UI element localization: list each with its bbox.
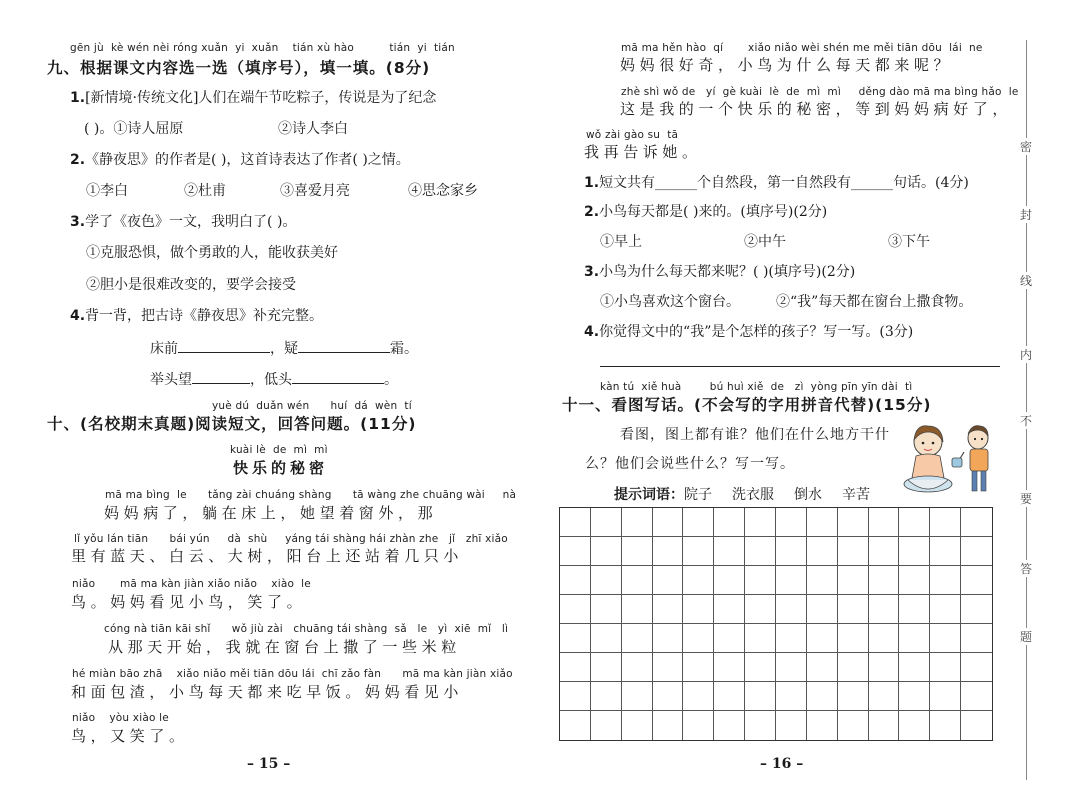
hint-word-3: 倒水 (794, 487, 822, 503)
grid-cell[interactable] (591, 711, 622, 740)
grid-cell[interactable] (622, 682, 653, 711)
poem-line-1-mid: ，疑 (270, 341, 298, 357)
story-cont-line-3-pinyin: wǒ zài gào su tā (586, 129, 679, 141)
grid-cell[interactable] (560, 711, 591, 740)
q9-1-text: [新情境·传统文化]人们在端午节吃粽子，传说是为了纪念 (85, 90, 437, 106)
poem-blank-1[interactable] (178, 339, 270, 353)
grid-cell[interactable] (776, 595, 807, 624)
grid-cell[interactable] (961, 537, 992, 566)
grid-cell[interactable] (869, 682, 900, 711)
q9-3 (70, 211, 296, 231)
grid-cell[interactable] (622, 508, 653, 537)
story-line-1-pinyin: mā ma bìng le tǎng zài chuáng shàng tā wàng zhe chuāng wài nà (105, 489, 517, 501)
binding-char-3: 线 (1014, 272, 1038, 289)
story-cont-line-3: 我再告诉她。 (584, 143, 702, 161)
grid-cell[interactable] (869, 711, 900, 740)
q9-1-option-1: ( )。①诗人屈原 (84, 121, 184, 137)
story-line-5-pinyin: hé miàn bāo zhā xiǎo niǎo měi tiān dōu lái chī zǎo fàn mā ma kàn jiàn xiǎo (72, 668, 513, 680)
grid-cell[interactable] (930, 653, 961, 682)
writing-grid[interactable] (559, 507, 993, 741)
grid-cell[interactable] (838, 653, 869, 682)
section9-pinyin: gēn jù kè wén nèi róng xuǎn yi xuǎn tián xù hào tián yi tián (70, 42, 455, 54)
q10-2-number: 2. (584, 204, 600, 220)
grid-cell[interactable] (591, 682, 622, 711)
hint-word-1: 院子 (684, 487, 712, 503)
grid-cell[interactable] (776, 624, 807, 653)
grid-cell[interactable] (899, 508, 930, 537)
grid-cell[interactable] (714, 624, 745, 653)
grid-cell[interactable] (622, 624, 653, 653)
grid-cell[interactable] (869, 537, 900, 566)
q9-1-number: 1. (70, 90, 86, 106)
q10-4-number: 4. (584, 324, 600, 340)
poem-line-2-mid: ，低头 (250, 372, 292, 388)
grid-cell[interactable] (807, 537, 838, 566)
q9-4 (70, 305, 323, 325)
grid-cell[interactable] (961, 624, 992, 653)
grid-cell[interactable] (714, 537, 745, 566)
q9-1-option-2: ②诗人李白 (278, 121, 348, 137)
poem-line-1-start: 床前 (150, 341, 178, 357)
poem-line-1 (150, 338, 418, 358)
poem-blank-2[interactable] (298, 339, 390, 353)
q9-4-number: 4. (70, 308, 86, 324)
grid-cell[interactable] (745, 508, 776, 537)
grid-cell[interactable] (745, 595, 776, 624)
story-line-2-pinyin: lǐ yǒu lán tiān bái yún dà shù yáng tái shàng hái zhàn zhe jǐ zhī xiǎo (74, 533, 508, 545)
grid-cell[interactable] (961, 682, 992, 711)
grid-cell[interactable] (653, 508, 684, 537)
grid-cell[interactable] (776, 653, 807, 682)
poem-line-1-end: 霜。 (390, 341, 418, 357)
grid-cell[interactable] (745, 624, 776, 653)
grid-cell[interactable] (776, 711, 807, 740)
poem-blank-3[interactable] (192, 370, 250, 384)
grid-cell[interactable] (653, 566, 684, 595)
grid-cell[interactable] (930, 624, 961, 653)
grid-cell[interactable] (838, 537, 869, 566)
grid-cell[interactable] (653, 653, 684, 682)
q10-4-answer-line[interactable] (600, 366, 1000, 367)
grid-cell[interactable] (807, 595, 838, 624)
grid-cell[interactable] (591, 508, 622, 537)
grid-cell[interactable] (560, 624, 591, 653)
q10-1 (584, 172, 969, 192)
q9-2-option-4: ④思念家乡 (408, 183, 478, 199)
grid-cell[interactable] (591, 566, 622, 595)
section11-prompt-line-1: 看图，图上都有谁？他们在什么地方干什 (620, 427, 890, 443)
grid-cell[interactable] (714, 595, 745, 624)
grid-cell[interactable] (930, 595, 961, 624)
grid-cell[interactable] (591, 653, 622, 682)
grid-cell[interactable] (683, 566, 714, 595)
grid-cell[interactable] (745, 653, 776, 682)
binding-char-1: 密 (1014, 138, 1038, 155)
poem-line-2 (150, 369, 398, 389)
q10-4 (584, 321, 913, 341)
grid-cell[interactable] (838, 624, 869, 653)
grid-cell[interactable] (591, 537, 622, 566)
grid-cell[interactable] (961, 595, 992, 624)
grid-cell[interactable] (653, 595, 684, 624)
grid-cell[interactable] (745, 682, 776, 711)
grid-cell[interactable] (776, 537, 807, 566)
grid-cell[interactable] (869, 595, 900, 624)
story-line-6: 鸟，又笑了。 (71, 727, 189, 745)
binding-char-6: 要 (1014, 490, 1038, 507)
section11-pinyin: kàn tú xiě huà bú huì xiě de zì yòng pīn yīn dài tì (600, 381, 913, 393)
binding-char-4: 内 (1014, 346, 1038, 363)
grid-cell[interactable] (560, 595, 591, 624)
grid-cell[interactable] (714, 566, 745, 595)
story-line-3: 鸟。妈妈看见小鸟，笑了。 (71, 593, 307, 611)
binding-char-8: 题 (1014, 628, 1038, 645)
grid-cell[interactable] (622, 537, 653, 566)
grid-cell[interactable] (560, 537, 591, 566)
story-cont-line-2: 这是我的一个快乐的秘密，等到妈妈病好了， (620, 100, 1013, 118)
grid-cell[interactable] (899, 653, 930, 682)
q10-1-text: 短文共有______个自然段，第一自然段有______句话。(4分) (599, 175, 969, 191)
grid-cell[interactable] (930, 711, 961, 740)
poem-blank-4[interactable] (292, 370, 384, 384)
grid-cell[interactable] (961, 566, 992, 595)
story-cont-line-1-pinyin: mā ma hěn hào qí xiǎo niǎo wèi shén me měi tiān dōu lái ne (621, 42, 983, 54)
story-title-pinyin: kuài lè de mì mì (230, 444, 328, 456)
grid-cell[interactable] (838, 595, 869, 624)
binding-char-2: 封 (1014, 206, 1038, 223)
grid-cell[interactable] (899, 537, 930, 566)
q9-3-option-1: ①克服恐惧，做个勇敢的人，能收获美好 (86, 245, 338, 261)
grid-cell[interactable] (899, 624, 930, 653)
grid-cell[interactable] (961, 508, 992, 537)
story-line-4: 从那天开始，我就在窗台上撒了一些米粒 (108, 638, 461, 656)
grid-cell[interactable] (653, 624, 684, 653)
q10-2-option-2: ②中午 (744, 234, 786, 250)
story-cont-line-2-pinyin: zhè shì wǒ de yí gè kuài lè de mì mì děng dào mā ma bìng hǎo le (621, 86, 1019, 98)
grid-cell[interactable] (807, 624, 838, 653)
q9-2-option-1: ①李白 (86, 183, 128, 199)
grid-cell[interactable] (776, 682, 807, 711)
grid-cell[interactable] (683, 711, 714, 740)
grid-cell[interactable] (869, 508, 900, 537)
story-line-5: 和面包渣，小鸟每天都来吃早饭。妈妈看见小 (71, 683, 464, 701)
section9-title: 九、根据课文内容选一选（填序号），填一填。(8分) (47, 59, 431, 77)
q10-1-number: 1. (584, 175, 600, 191)
grid-cell[interactable] (622, 653, 653, 682)
grid-cell[interactable] (560, 566, 591, 595)
q9-2 (70, 149, 410, 169)
story-title: 快乐的秘密 (233, 459, 329, 477)
q9-2-number: 2. (70, 152, 86, 168)
grid-cell[interactable] (683, 653, 714, 682)
q10-3-text: 小鸟为什么每天都来呢？( )(填序号)(2分) (599, 264, 856, 280)
grid-cell[interactable] (930, 537, 961, 566)
grid-cell[interactable] (838, 566, 869, 595)
q10-4-text: 你觉得文中的“我”是个怎样的孩子？写一写。(3分) (599, 324, 914, 340)
grid-cell[interactable] (714, 653, 745, 682)
grid-cell[interactable] (807, 682, 838, 711)
grid-cell[interactable] (622, 595, 653, 624)
q9-2-option-3: ③喜爱月亮 (280, 183, 350, 199)
q9-3-number: 3. (70, 214, 86, 230)
section10-title: 十、(名校期末真题)阅读短文，回答问题。(11分) (47, 415, 417, 433)
grid-cell[interactable] (930, 508, 961, 537)
grid-cell[interactable] (683, 595, 714, 624)
hint-word-4: 辛苦 (842, 487, 870, 503)
q10-2 (584, 201, 827, 221)
binding-char-7: 答 (1014, 560, 1038, 577)
grid-cell[interactable] (838, 711, 869, 740)
children-illustration (898, 418, 1002, 500)
grid-cell[interactable] (776, 508, 807, 537)
hint-label: 提示词语： (614, 487, 684, 503)
grid-cell[interactable] (591, 624, 622, 653)
q9-3-text: 学了《夜色》一文，我明白了( )。 (85, 214, 297, 230)
grid-cell[interactable] (714, 711, 745, 740)
hint-word-2: 洗衣服 (732, 487, 774, 503)
grid-cell[interactable] (683, 682, 714, 711)
grid-cell[interactable] (961, 653, 992, 682)
section11-prompt-line-2: 么？他们会说些什么？写一写。 (585, 456, 795, 472)
section11-title: 十一、看图写话。(不会写的字用拼音代替)(15分) (562, 396, 932, 414)
section10-pinyin: yuè dú duǎn wén huí dá wèn tí (212, 400, 412, 412)
grid-cell[interactable] (683, 508, 714, 537)
grid-cell[interactable] (807, 653, 838, 682)
grid-cell[interactable] (961, 711, 992, 740)
grid-cell[interactable] (714, 682, 745, 711)
grid-cell[interactable] (838, 508, 869, 537)
story-line-2: 里有蓝天、白云、大树，阳台上还站着几只小 (71, 547, 464, 565)
q10-2-option-1: ①早上 (600, 234, 642, 250)
grid-cell[interactable] (838, 682, 869, 711)
grid-cell[interactable] (930, 566, 961, 595)
grid-cell[interactable] (807, 711, 838, 740)
grid-cell[interactable] (899, 711, 930, 740)
grid-cell[interactable] (776, 566, 807, 595)
grid-cell[interactable] (869, 624, 900, 653)
grid-cell[interactable] (869, 653, 900, 682)
page-number-left: – 15 – (247, 756, 291, 772)
grid-cell[interactable] (560, 653, 591, 682)
grid-cell[interactable] (653, 537, 684, 566)
q9-3-option-2: ②胆小是很难改变的，要学会接受 (86, 277, 296, 293)
binding-char-5: 不 (1014, 412, 1038, 429)
grid-cell[interactable] (807, 508, 838, 537)
grid-cell[interactable] (683, 624, 714, 653)
grid-cell[interactable] (869, 566, 900, 595)
grid-cell[interactable] (622, 566, 653, 595)
grid-cell[interactable] (653, 711, 684, 740)
story-line-3-pinyin: niǎo mā ma kàn jiàn xiǎo niǎo xiào le (72, 578, 311, 590)
q10-3-option-2: ②“我”每天都在窗台上撒食物。 (776, 294, 973, 310)
q9-4-text: 背一背，把古诗《静夜思》补充完整。 (85, 308, 324, 324)
story-line-6-pinyin: niǎo yòu xiào le (72, 712, 169, 724)
grid-cell[interactable] (714, 508, 745, 537)
grid-cell[interactable] (807, 566, 838, 595)
poem-line-2-end: 。 (384, 372, 398, 388)
grid-cell[interactable] (622, 711, 653, 740)
story-line-4-pinyin: cóng nà tiān kāi shǐ wǒ jiù zài chuāng tái shàng sǎ le yì xiē mǐ lì (104, 623, 509, 635)
grid-cell[interactable] (745, 566, 776, 595)
q10-2-text: 小鸟每天都是( )来的。(填序号)(2分) (599, 204, 828, 220)
grid-cell[interactable] (591, 595, 622, 624)
q9-2-option-2: ②杜甫 (184, 183, 226, 199)
grid-cell[interactable] (560, 508, 591, 537)
poem-line-2-start: 举头望 (150, 372, 192, 388)
q10-3 (584, 261, 855, 281)
grid-cell[interactable] (930, 682, 961, 711)
story-line-1: 妈妈病了，躺在床上，她望着窗外，那 (104, 504, 438, 522)
q10-3-option-1: ①小鸟喜欢这个窗台。 (600, 294, 740, 310)
hint-words (614, 484, 870, 504)
q9-2-text: 《静夜思》的作者是( )，这首诗表达了作者( )之情。 (85, 152, 410, 168)
q9-1 (70, 87, 436, 107)
grid-cell[interactable] (899, 566, 930, 595)
grid-cell[interactable] (745, 711, 776, 740)
q10-3-number: 3. (584, 264, 600, 280)
grid-cell[interactable] (653, 682, 684, 711)
grid-cell[interactable] (745, 537, 776, 566)
grid-cell[interactable] (560, 682, 591, 711)
q10-2-option-3: ③下午 (888, 234, 930, 250)
story-cont-line-1: 妈妈很好奇，小鸟为什么每天都来呢？ (620, 56, 954, 74)
page-number-right: – 16 – (760, 756, 804, 772)
grid-cell[interactable] (899, 595, 930, 624)
grid-cell[interactable] (899, 682, 930, 711)
grid-cell[interactable] (683, 537, 714, 566)
